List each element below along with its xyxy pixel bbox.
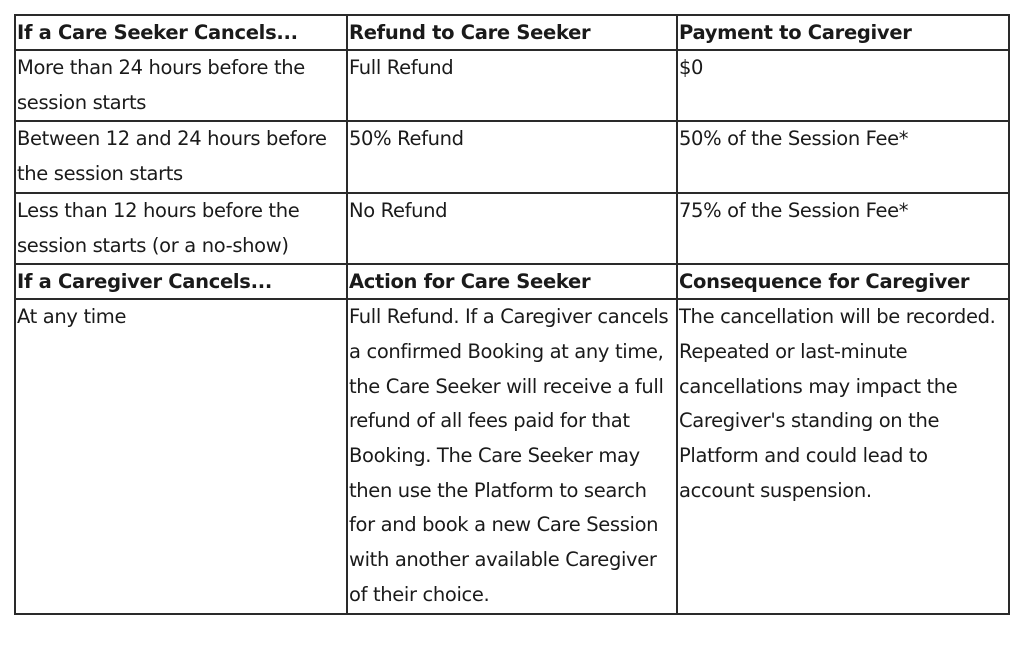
- cancellation-policy-table: [14, 14, 1010, 615]
- scenario-cell: At any time: [15, 299, 347, 613]
- caregiver-header-row: [15, 264, 1009, 299]
- consequence-cell: The cancellation will be recorded. Repeated or last-minute cancellations may impact the Caregiver's standing on the Platform and could lead to account suspension.: [677, 299, 1009, 613]
- refund-cell: 50% Refund: [347, 121, 677, 192]
- seeker-header-scenario: If a Care Seeker Cancels...: [15, 15, 347, 50]
- refund-cell: No Refund: [347, 193, 677, 264]
- caregiver-header-scenario: If a Caregiver Cancels...: [15, 264, 347, 299]
- caregiver-header-consequence: Consequence for Caregiver: [677, 264, 1009, 299]
- refund-cell: Full Refund: [347, 50, 677, 121]
- payment-cell: 50% of the Session Fee*: [677, 121, 1009, 192]
- payment-cell: $0: [677, 50, 1009, 121]
- table-row: [15, 299, 1009, 613]
- action-cell: Full Refund. If a Caregiver cancels a confirmed Booking at any time, the Care Seeker will receive a full refund of all fees paid for that Booking. The Care Seeker may then use the Platform to search for and book a new Care Session with another available Caregiver of their choice.: [347, 299, 677, 613]
- caregiver-header-action: Action for Care Seeker: [347, 264, 677, 299]
- table-row: [15, 50, 1009, 121]
- cancellation-policy-table-wrapper: [14, 14, 1010, 615]
- table-row: [15, 121, 1009, 192]
- scenario-cell: Less than 12 hours before the session starts (or a no-show): [15, 193, 347, 264]
- seeker-header-refund: Refund to Care Seeker: [347, 15, 677, 50]
- payment-cell: 75% of the Session Fee*: [677, 193, 1009, 264]
- seeker-header-row: [15, 15, 1009, 50]
- seeker-header-payment: Payment to Caregiver: [677, 15, 1009, 50]
- table-row: [15, 193, 1009, 264]
- scenario-cell: More than 24 hours before the session starts: [15, 50, 347, 121]
- scenario-cell: Between 12 and 24 hours before the session starts: [15, 121, 347, 192]
